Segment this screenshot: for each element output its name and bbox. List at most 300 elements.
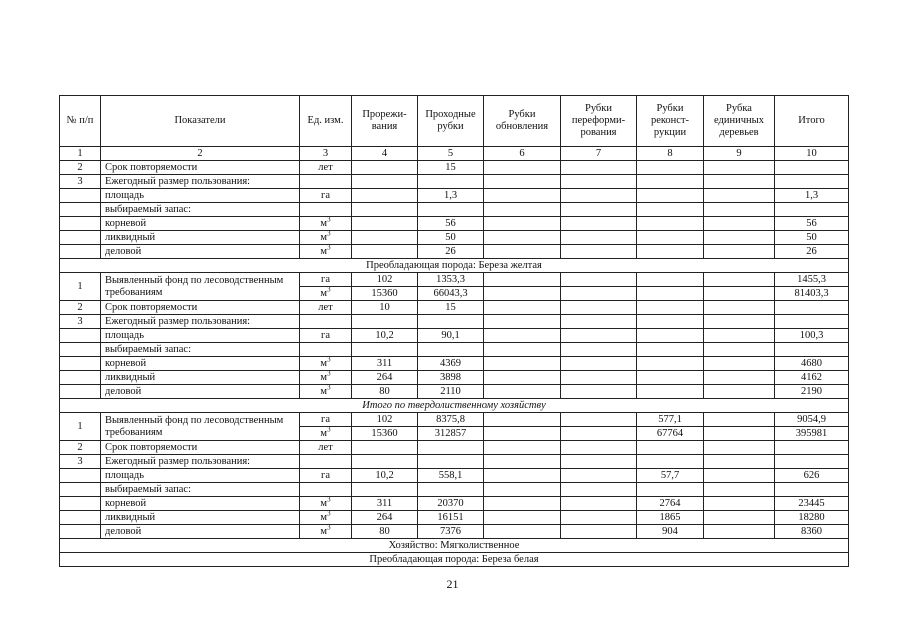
value-thinning: 311 <box>352 497 418 511</box>
value-renewal <box>484 343 561 357</box>
column-number: 4 <box>352 147 418 161</box>
table-row <box>60 245 849 259</box>
row-number <box>60 357 101 371</box>
section-title-total-hardwood: Итого по твердолиственному хозяйству <box>60 399 849 413</box>
table-row <box>60 525 849 539</box>
value-reconstr: 577,1 <box>637 413 704 427</box>
value-total: 9054,9 <box>775 413 849 427</box>
table-row <box>60 231 849 245</box>
column-number: 10 <box>775 147 849 161</box>
value-thinning <box>352 315 418 329</box>
value-renewal <box>484 427 561 441</box>
unit-cell <box>300 203 352 217</box>
table-row <box>60 315 849 329</box>
value-renewal <box>484 469 561 483</box>
value-single <box>704 231 775 245</box>
table-row <box>60 357 849 371</box>
unit-text: га <box>321 190 330 201</box>
value-passing: 312857 <box>418 427 484 441</box>
row-number <box>60 245 101 259</box>
value-renewal <box>484 525 561 539</box>
value-renewal <box>484 385 561 399</box>
unit-cell <box>300 371 352 385</box>
section-row <box>60 553 849 567</box>
value-renewal <box>484 175 561 189</box>
row-number: 1 <box>60 413 101 441</box>
value-total: 8360 <box>775 525 849 539</box>
value-passing: 4369 <box>418 357 484 371</box>
value-renewal <box>484 217 561 231</box>
value-total: 56 <box>775 217 849 231</box>
value-total <box>775 343 849 357</box>
col-reconstr-header: Рубки реконст-рукции <box>637 96 704 147</box>
unit-text: лет <box>318 162 333 173</box>
value-reform <box>561 189 637 203</box>
col-renewal-header: Рубки обновления <box>484 96 561 147</box>
unit-cell <box>300 273 352 287</box>
table-row <box>60 371 849 385</box>
value-single <box>704 301 775 315</box>
value-single <box>704 525 775 539</box>
row-number <box>60 217 101 231</box>
value-passing <box>418 441 484 455</box>
table-row <box>60 189 849 203</box>
unit-text: лет <box>318 442 333 453</box>
section-row <box>60 539 849 553</box>
table-row <box>60 483 849 497</box>
value-reform <box>561 427 637 441</box>
value-renewal <box>484 203 561 217</box>
value-thinning: 80 <box>352 525 418 539</box>
unit-cell <box>300 469 352 483</box>
table-row <box>60 455 849 469</box>
value-thinning: 311 <box>352 357 418 371</box>
value-reconstr: 904 <box>637 525 704 539</box>
table-header-row <box>60 96 849 147</box>
unit-text: м <box>320 246 328 257</box>
value-thinning <box>352 455 418 469</box>
value-thinning <box>352 175 418 189</box>
value-reform <box>561 175 637 189</box>
value-total <box>775 301 849 315</box>
row-number: 2 <box>60 441 101 455</box>
value-passing: 2110 <box>418 385 484 399</box>
col-unit-header: Ед. изм. <box>300 96 352 147</box>
column-number: 6 <box>484 147 561 161</box>
value-single <box>704 329 775 343</box>
unit-text: м <box>320 428 328 439</box>
value-single <box>704 511 775 525</box>
value-single <box>704 273 775 287</box>
value-single <box>704 413 775 427</box>
unit-text: м <box>320 232 328 243</box>
row-number <box>60 385 101 399</box>
column-number-row <box>60 147 849 161</box>
value-reform <box>561 329 637 343</box>
row-label: корневой <box>101 497 300 511</box>
row-number <box>60 525 101 539</box>
table-row <box>60 301 849 315</box>
value-reform <box>561 455 637 469</box>
unit-cell <box>300 441 352 455</box>
unit-cell <box>300 287 352 301</box>
value-renewal <box>484 357 561 371</box>
value-total <box>775 315 849 329</box>
row-label: Выявленный фонд по лесоводственным требованиям <box>101 273 300 301</box>
row-number <box>60 329 101 343</box>
unit-cell <box>300 483 352 497</box>
table-row <box>60 497 849 511</box>
row-label: выбираемый запас: <box>101 483 300 497</box>
column-number: 9 <box>704 147 775 161</box>
value-total <box>775 455 849 469</box>
unit-text: м <box>320 526 328 537</box>
value-renewal <box>484 329 561 343</box>
value-reconstr <box>637 483 704 497</box>
value-renewal <box>484 161 561 175</box>
value-reconstr: 67764 <box>637 427 704 441</box>
value-reform <box>561 217 637 231</box>
column-number: 3 <box>300 147 352 161</box>
value-passing <box>418 483 484 497</box>
unit-cell <box>300 231 352 245</box>
value-single <box>704 189 775 203</box>
value-total: 100,3 <box>775 329 849 343</box>
row-number: 2 <box>60 161 101 175</box>
value-reconstr <box>637 455 704 469</box>
value-passing: 8375,8 <box>418 413 484 427</box>
value-reform <box>561 287 637 301</box>
unit-cell <box>300 315 352 329</box>
col-indicators-header: Показатели <box>101 96 300 147</box>
value-renewal <box>484 231 561 245</box>
value-thinning: 10,2 <box>352 469 418 483</box>
row-number: 3 <box>60 175 101 189</box>
value-passing: 15 <box>418 161 484 175</box>
row-label: площадь <box>101 469 300 483</box>
section-title-birch-white: Преобладающая порода: Береза белая <box>60 553 849 567</box>
unit-power: 3 <box>327 384 331 392</box>
value-total: 18280 <box>775 511 849 525</box>
row-number <box>60 469 101 483</box>
row-number <box>60 203 101 217</box>
value-thinning: 264 <box>352 511 418 525</box>
value-reconstr <box>637 315 704 329</box>
row-label: деловой <box>101 245 300 259</box>
section-title-softwood: Хозяйство: Мягколиственное <box>60 539 849 553</box>
unit-power: 3 <box>327 426 331 434</box>
unit-text: га <box>321 414 330 425</box>
value-reform <box>561 441 637 455</box>
unit-text: м <box>320 386 328 397</box>
value-renewal <box>484 287 561 301</box>
value-total <box>775 441 849 455</box>
value-total: 23445 <box>775 497 849 511</box>
section-row <box>60 399 849 413</box>
unit-cell <box>300 427 352 441</box>
value-thinning: 80 <box>352 385 418 399</box>
value-total: 26 <box>775 245 849 259</box>
value-reconstr <box>637 175 704 189</box>
value-total: 1,3 <box>775 189 849 203</box>
value-reconstr <box>637 203 704 217</box>
value-total: 50 <box>775 231 849 245</box>
row-label: Выявленный фонд по лесоводственным требованиям <box>101 413 300 441</box>
value-thinning <box>352 343 418 357</box>
unit-text: га <box>321 330 330 341</box>
value-thinning: 10,2 <box>352 329 418 343</box>
unit-cell <box>300 161 352 175</box>
unit-text: м <box>320 288 328 299</box>
value-total <box>775 175 849 189</box>
row-label: выбираемый запас: <box>101 203 300 217</box>
value-renewal <box>484 371 561 385</box>
value-thinning: 102 <box>352 273 418 287</box>
row-number <box>60 497 101 511</box>
row-label: площадь <box>101 189 300 203</box>
value-single <box>704 357 775 371</box>
value-single <box>704 455 775 469</box>
unit-power: 3 <box>327 356 331 364</box>
unit-cell <box>300 455 352 469</box>
value-single <box>704 385 775 399</box>
unit-cell <box>300 245 352 259</box>
value-thinning: 15360 <box>352 427 418 441</box>
row-label: деловой <box>101 525 300 539</box>
value-total: 81403,3 <box>775 287 849 301</box>
unit-text: м <box>320 512 328 523</box>
value-reform <box>561 273 637 287</box>
value-total: 395981 <box>775 427 849 441</box>
value-reconstr <box>637 329 704 343</box>
table-row <box>60 343 849 357</box>
value-reconstr <box>637 357 704 371</box>
unit-power: 3 <box>327 244 331 252</box>
row-label: Ежегодный размер пользования: <box>101 175 300 189</box>
value-total: 4680 <box>775 357 849 371</box>
value-reform <box>561 385 637 399</box>
value-single <box>704 343 775 357</box>
value-reform <box>561 483 637 497</box>
value-reconstr <box>637 217 704 231</box>
value-reconstr <box>637 231 704 245</box>
value-passing <box>418 203 484 217</box>
value-thinning <box>352 189 418 203</box>
value-passing: 15 <box>418 301 484 315</box>
value-passing: 16151 <box>418 511 484 525</box>
value-renewal <box>484 483 561 497</box>
value-renewal <box>484 301 561 315</box>
row-label: ликвидный <box>101 231 300 245</box>
unit-cell <box>300 175 352 189</box>
value-renewal <box>484 245 561 259</box>
unit-text: м <box>320 498 328 509</box>
value-passing: 558,1 <box>418 469 484 483</box>
value-reform <box>561 301 637 315</box>
unit-power: 3 <box>327 286 331 294</box>
value-passing: 7376 <box>418 525 484 539</box>
value-reform <box>561 469 637 483</box>
value-reform <box>561 161 637 175</box>
value-passing <box>418 455 484 469</box>
value-reform <box>561 315 637 329</box>
page-number: 21 <box>446 577 459 591</box>
value-passing: 56 <box>418 217 484 231</box>
value-reform <box>561 413 637 427</box>
table-row <box>60 511 849 525</box>
value-reform <box>561 203 637 217</box>
col-num-header: № п/п <box>60 96 101 147</box>
value-reform <box>561 343 637 357</box>
value-total: 4162 <box>775 371 849 385</box>
table-row <box>60 217 849 231</box>
row-label: Ежегодный размер пользования: <box>101 455 300 469</box>
value-renewal <box>484 441 561 455</box>
value-reform <box>561 245 637 259</box>
value-single <box>704 427 775 441</box>
value-single <box>704 497 775 511</box>
table-row <box>60 469 849 483</box>
value-reconstr: 57,7 <box>637 469 704 483</box>
value-single <box>704 287 775 301</box>
value-passing <box>418 315 484 329</box>
value-passing: 3898 <box>418 371 484 385</box>
value-renewal <box>484 497 561 511</box>
row-number <box>60 371 101 385</box>
unit-cell <box>300 217 352 231</box>
value-reconstr <box>637 161 704 175</box>
row-number: 3 <box>60 455 101 469</box>
forest-use-table <box>59 95 849 567</box>
value-single <box>704 217 775 231</box>
section-title-birch-yellow: Преобладающая порода: Береза желтая <box>60 259 849 273</box>
column-number: 1 <box>60 147 101 161</box>
row-label: выбираемый запас: <box>101 343 300 357</box>
table-row <box>60 203 849 217</box>
row-label: ликвидный <box>101 371 300 385</box>
column-number: 8 <box>637 147 704 161</box>
value-passing: 26 <box>418 245 484 259</box>
value-thinning: 10 <box>352 301 418 315</box>
row-number <box>60 483 101 497</box>
row-number: 2 <box>60 301 101 315</box>
unit-cell <box>300 189 352 203</box>
unit-power: 3 <box>327 216 331 224</box>
value-reconstr: 2764 <box>637 497 704 511</box>
value-thinning <box>352 231 418 245</box>
value-single <box>704 441 775 455</box>
value-passing <box>418 343 484 357</box>
unit-text: м <box>320 358 328 369</box>
section-row <box>60 259 849 273</box>
row-number <box>60 343 101 357</box>
unit-text: м <box>320 218 328 229</box>
value-total: 626 <box>775 469 849 483</box>
value-passing: 1353,3 <box>418 273 484 287</box>
row-label: Срок повторяемости <box>101 301 300 315</box>
value-total <box>775 161 849 175</box>
value-thinning: 102 <box>352 413 418 427</box>
table-row <box>60 161 849 175</box>
unit-cell <box>300 525 352 539</box>
value-total: 1455,3 <box>775 273 849 287</box>
value-thinning: 264 <box>352 371 418 385</box>
value-single <box>704 245 775 259</box>
value-thinning <box>352 483 418 497</box>
value-thinning: 15360 <box>352 287 418 301</box>
table-row <box>60 329 849 343</box>
unit-power: 3 <box>327 496 331 504</box>
value-passing: 90,1 <box>418 329 484 343</box>
row-label: корневой <box>101 217 300 231</box>
value-thinning <box>352 441 418 455</box>
unit-cell <box>300 511 352 525</box>
column-number: 5 <box>418 147 484 161</box>
column-number: 7 <box>561 147 637 161</box>
value-reform <box>561 371 637 385</box>
unit-text: лет <box>318 302 333 313</box>
unit-power: 3 <box>327 510 331 518</box>
col-thinning-header: Прорежи-вания <box>352 96 418 147</box>
col-reform-header: Рубки переформи-рования <box>561 96 637 147</box>
value-single <box>704 483 775 497</box>
value-single <box>704 469 775 483</box>
unit-power: 3 <box>327 370 331 378</box>
column-number: 2 <box>101 147 300 161</box>
col-single-header: Рубка единичных деревьев <box>704 96 775 147</box>
unit-cell <box>300 385 352 399</box>
value-renewal <box>484 511 561 525</box>
unit-cell <box>300 413 352 427</box>
value-passing <box>418 175 484 189</box>
unit-cell <box>300 301 352 315</box>
value-total: 2190 <box>775 385 849 399</box>
table-row <box>60 273 849 287</box>
value-passing: 1,3 <box>418 189 484 203</box>
value-single <box>704 315 775 329</box>
value-single <box>704 203 775 217</box>
value-renewal <box>484 315 561 329</box>
row-number <box>60 189 101 203</box>
unit-cell <box>300 329 352 343</box>
value-passing: 66043,3 <box>418 287 484 301</box>
row-label: деловой <box>101 385 300 399</box>
table-row <box>60 441 849 455</box>
row-number: 1 <box>60 273 101 301</box>
value-passing: 50 <box>418 231 484 245</box>
value-thinning <box>352 203 418 217</box>
value-reconstr <box>637 385 704 399</box>
unit-cell <box>300 497 352 511</box>
value-renewal <box>484 273 561 287</box>
value-reform <box>561 525 637 539</box>
value-renewal <box>484 455 561 469</box>
table-row <box>60 385 849 399</box>
value-thinning <box>352 217 418 231</box>
col-total-header: Итого <box>775 96 849 147</box>
row-label: площадь <box>101 329 300 343</box>
value-reconstr: 1865 <box>637 511 704 525</box>
value-reconstr <box>637 245 704 259</box>
unit-cell <box>300 343 352 357</box>
table-row <box>60 413 849 427</box>
value-total <box>775 483 849 497</box>
unit-power: 3 <box>327 524 331 532</box>
value-renewal <box>484 413 561 427</box>
value-reconstr <box>637 189 704 203</box>
row-number: 3 <box>60 315 101 329</box>
row-label: Ежегодный размер пользования: <box>101 315 300 329</box>
